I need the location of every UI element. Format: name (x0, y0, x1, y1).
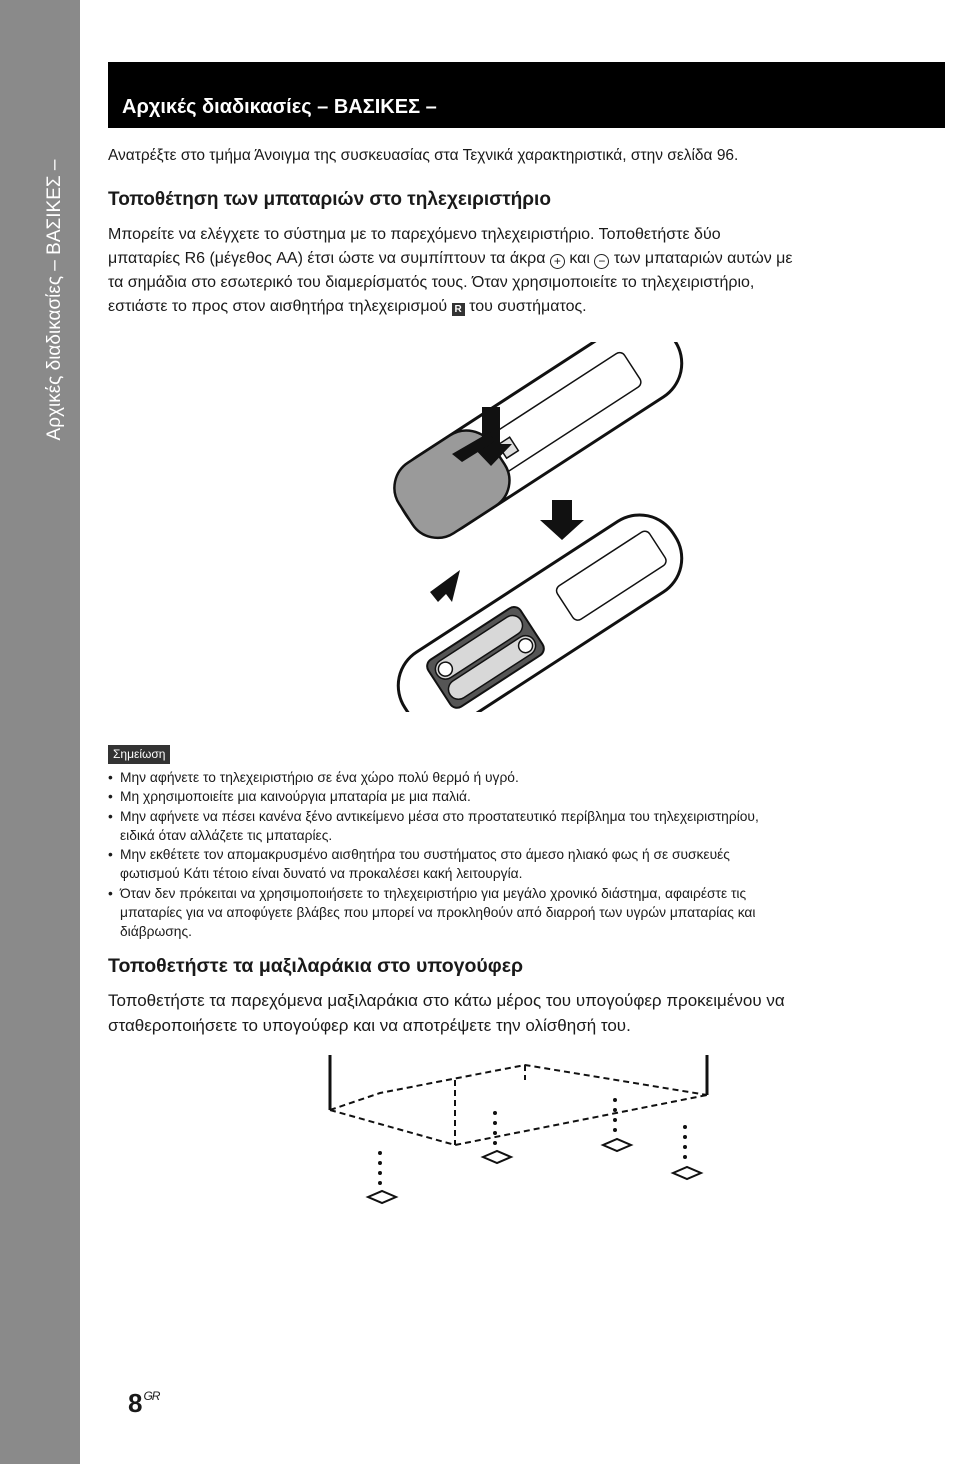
note-item: • Μην αφήνετε το τηλεχειριστήριο σε ένα χώρο πολύ θερμό ή υγρό. (108, 768, 948, 787)
intro-text: Ανατρέξτε στο τμήμα Άνοιγμα της συσκευασίας στα Τεχνικά χαρακτηριστικά, στην σελίδα 96. (108, 147, 739, 164)
paragraph-line: Τοποθετήστε τα παρεχόμενα μαξιλαράκια στο κάτω μέρος του υπογούφερ προκειμένου να (108, 991, 785, 1010)
note-badge: Σημείωση (108, 745, 170, 764)
note-list (108, 768, 948, 942)
note-item: • Μην αφήνετε να πέσει κανένα ξένο αντικείμενο μέσα στο προστατευτικό περίβλημα του τηλεχειριστηρίου, ειδικά όταν αλλάζετε τις μπαταρίες. (108, 807, 948, 846)
note-item: • Μη χρησιμοποιείτε μια καινούργια μπαταρία με μια παλιά. (108, 787, 948, 806)
plus-icon: + (550, 254, 565, 269)
battery-paragraph (108, 223, 793, 319)
pad-icons (368, 1139, 701, 1203)
subwoofer-pads-illustration (320, 1055, 720, 1215)
paragraph-line: μπαταρίες R6 (μέγεθος AA) έτσι ώστε να συμπίπτουν τα άκρα + και − των μπαταριών αυτών με (108, 250, 793, 268)
section-heading-batteries: Τοποθέτηση των μπαταριών στο τηλεχειριστήριο (108, 189, 551, 210)
note-item: • Όταν δεν πρόκειται να χρησιμοποιήσετε το τηλεχειριστήριο για μεγάλο χρονικό διάστημα, αφαιρέστε τις μπαταρίες για να αποφύγετε βλάβες που μπορεί να προκληθούν από διαρροή των υγρών μπαταρίας και διάβρωσης. (108, 884, 948, 942)
page-number: 8 $^{GR}$ (128, 1388, 160, 1418)
minus-icon: − (594, 254, 609, 269)
paragraph-line: σταθεροποιήσετε το υπογούφερ και να αποτρέψετε την ολίσθησή του. (108, 1016, 631, 1035)
side-tab-label: Αρχικές διαδικασίες – ΒΑΣΙΚΕΣ – (44, 159, 65, 441)
paragraph-line: τα σημάδια στο εσωτερικό του διαμερίσματός τους. Όταν χρησιμοποιείτε το τηλεχειριστήριο, (108, 274, 755, 291)
remote-sensor-icon: R (452, 303, 465, 316)
section-heading-subwoofer: Τοποθετήστε τα μαξιλαράκια στο υπογούφερ (108, 955, 524, 977)
remote-battery-illustration (390, 342, 690, 712)
subwoofer-paragraph (108, 988, 785, 1038)
paragraph-line: εστιάστε το προς στον αισθητήρα τηλεχειρισμού R του συστήματος. (108, 298, 587, 315)
paragraph-line: Μπορείτε να ελέγχετε το σύστημα με το παρεχόμενο τηλεχειριστήριο. Τοποθετήστε δύο (108, 226, 721, 243)
battery-insert-arrow-icon (430, 570, 460, 602)
side-tab (0, 0, 80, 1464)
note-item: • Μην εκθέτετε τον απομακρυσμένο αισθητήρα του συστήματος στο άμεσο ηλιακό φως ή σε συσκευές φωτισμού Κάτι τέτοιο είναι δυνατό να προκαλέσει κακή λειτουργία. (108, 845, 948, 884)
pad-dot-guides (378, 1098, 687, 1185)
header-bar (108, 62, 945, 128)
page-title: Αρχικές διαδικασίες – ΒΑΣΙΚΕΣ – (122, 96, 437, 118)
arrow-down-large-icon (540, 500, 584, 540)
